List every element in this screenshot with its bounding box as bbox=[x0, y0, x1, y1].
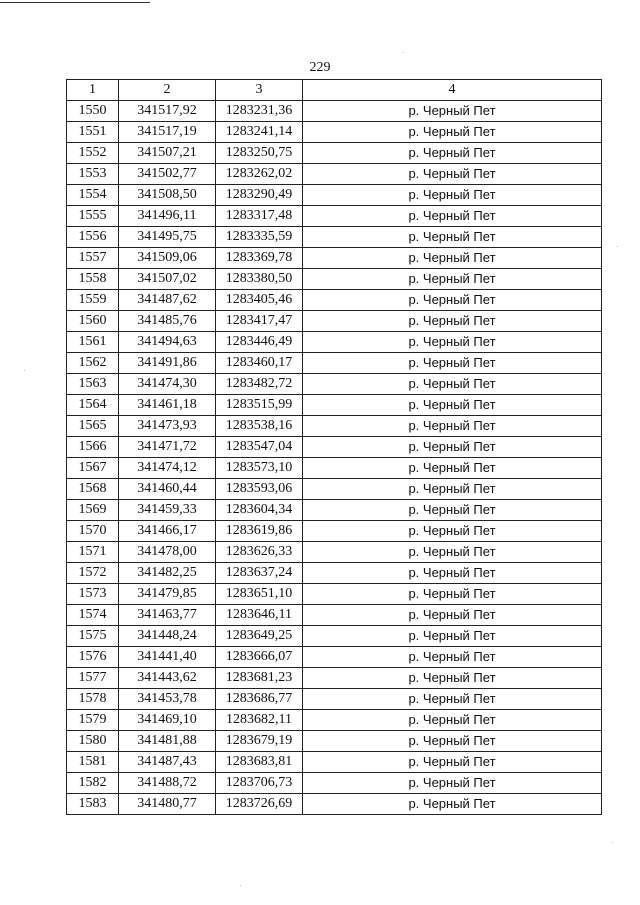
x-coordinate-cell: 341496,11 bbox=[119, 206, 216, 227]
point-number-cell: 1562 bbox=[67, 353, 119, 374]
y-coordinate-cell: 1283666,07 bbox=[216, 647, 303, 668]
table-row bbox=[67, 605, 602, 626]
table-row bbox=[67, 143, 602, 164]
x-coordinate-cell: 341494,63 bbox=[119, 332, 216, 353]
location-cell: р. Черный Пет bbox=[303, 521, 602, 542]
x-coordinate-cell: 341460,44 bbox=[119, 479, 216, 500]
top-left-rule bbox=[0, 2, 150, 3]
location-cell: р. Черный Пет bbox=[303, 731, 602, 752]
y-coordinate-cell: 1283646,11 bbox=[216, 605, 303, 626]
point-number-cell: 1564 bbox=[67, 395, 119, 416]
y-coordinate-cell: 1283369,78 bbox=[216, 248, 303, 269]
y-coordinate-cell: 1283250,75 bbox=[216, 143, 303, 164]
table-row bbox=[67, 164, 602, 185]
y-coordinate-cell: 1283619,86 bbox=[216, 521, 303, 542]
table-row bbox=[67, 101, 602, 122]
location-cell: р. Черный Пет bbox=[303, 416, 602, 437]
location-cell: р. Черный Пет bbox=[303, 752, 602, 773]
x-coordinate-cell: 341487,62 bbox=[119, 290, 216, 311]
y-coordinate-cell: 1283573,10 bbox=[216, 458, 303, 479]
point-number-cell: 1570 bbox=[67, 521, 119, 542]
x-coordinate-cell: 341485,76 bbox=[119, 311, 216, 332]
location-cell: р. Черный Пет bbox=[303, 290, 602, 311]
point-number-cell: 1559 bbox=[67, 290, 119, 311]
location-cell: р. Черный Пет bbox=[303, 374, 602, 395]
table-row bbox=[67, 626, 602, 647]
y-coordinate-cell: 1283681,23 bbox=[216, 668, 303, 689]
table-row bbox=[67, 668, 602, 689]
point-number-cell: 1576 bbox=[67, 647, 119, 668]
point-number-cell: 1550 bbox=[67, 101, 119, 122]
x-coordinate-cell: 341481,88 bbox=[119, 731, 216, 752]
location-cell: р. Черный Пет bbox=[303, 542, 602, 563]
y-coordinate-cell: 1283417,47 bbox=[216, 311, 303, 332]
point-number-cell: 1555 bbox=[67, 206, 119, 227]
page-number: 229 bbox=[309, 60, 331, 75]
x-coordinate-cell: 341443,62 bbox=[119, 668, 216, 689]
y-coordinate-cell: 1283651,10 bbox=[216, 584, 303, 605]
y-coordinate-cell: 1283682,11 bbox=[216, 710, 303, 731]
point-number-cell: 1581 bbox=[67, 752, 119, 773]
x-coordinate-cell: 341488,72 bbox=[119, 773, 216, 794]
location-cell: р. Черный Пет bbox=[303, 710, 602, 731]
table-row bbox=[67, 521, 602, 542]
x-coordinate-cell: 341479,85 bbox=[119, 584, 216, 605]
table-row bbox=[67, 479, 602, 500]
point-number-cell: 1563 bbox=[67, 374, 119, 395]
x-coordinate-cell: 341471,72 bbox=[119, 437, 216, 458]
coordinates-table bbox=[66, 79, 602, 815]
x-coordinate-cell: 341502,77 bbox=[119, 164, 216, 185]
location-cell: р. Черный Пет bbox=[303, 311, 602, 332]
table-row bbox=[67, 500, 602, 521]
location-cell: р. Черный Пет bbox=[303, 773, 602, 794]
point-number-cell: 1554 bbox=[67, 185, 119, 206]
x-coordinate-cell: 341474,30 bbox=[119, 374, 216, 395]
point-number-cell: 1558 bbox=[67, 269, 119, 290]
point-number-cell: 1568 bbox=[67, 479, 119, 500]
table-body bbox=[67, 101, 602, 815]
location-cell: р. Черный Пет bbox=[303, 689, 602, 710]
location-cell: р. Черный Пет bbox=[303, 605, 602, 626]
x-coordinate-cell: 341459,33 bbox=[119, 500, 216, 521]
location-cell: р. Черный Пет bbox=[303, 227, 602, 248]
location-cell: р. Черный Пет bbox=[303, 458, 602, 479]
table-row bbox=[67, 206, 602, 227]
y-coordinate-cell: 1283241,14 bbox=[216, 122, 303, 143]
y-coordinate-cell: 1283405,46 bbox=[216, 290, 303, 311]
location-cell: р. Черный Пет bbox=[303, 626, 602, 647]
table-row bbox=[67, 584, 602, 605]
location-cell: р. Черный Пет bbox=[303, 143, 602, 164]
point-number-cell: 1551 bbox=[67, 122, 119, 143]
x-coordinate-cell: 341441,40 bbox=[119, 647, 216, 668]
table-row bbox=[67, 395, 602, 416]
table-row bbox=[67, 416, 602, 437]
x-coordinate-cell: 341448,24 bbox=[119, 626, 216, 647]
point-number-cell: 1561 bbox=[67, 332, 119, 353]
y-coordinate-cell: 1283515,99 bbox=[216, 395, 303, 416]
column-header: 1 bbox=[67, 80, 119, 101]
table-row bbox=[67, 752, 602, 773]
table-row bbox=[67, 332, 602, 353]
y-coordinate-cell: 1283460,17 bbox=[216, 353, 303, 374]
scan-speck bbox=[612, 842, 613, 843]
y-coordinate-cell: 1283335,59 bbox=[216, 227, 303, 248]
x-coordinate-cell: 341495,75 bbox=[119, 227, 216, 248]
table-header-row bbox=[67, 80, 602, 101]
point-number-cell: 1560 bbox=[67, 311, 119, 332]
table-row bbox=[67, 185, 602, 206]
table-row bbox=[67, 689, 602, 710]
x-coordinate-cell: 341507,02 bbox=[119, 269, 216, 290]
x-coordinate-cell: 341507,21 bbox=[119, 143, 216, 164]
point-number-cell: 1579 bbox=[67, 710, 119, 731]
location-cell: р. Черный Пет bbox=[303, 668, 602, 689]
point-number-cell: 1580 bbox=[67, 731, 119, 752]
y-coordinate-cell: 1283231,36 bbox=[216, 101, 303, 122]
table-row bbox=[67, 458, 602, 479]
point-number-cell: 1556 bbox=[67, 227, 119, 248]
location-cell: р. Черный Пет bbox=[303, 122, 602, 143]
point-number-cell: 1575 bbox=[67, 626, 119, 647]
point-number-cell: 1578 bbox=[67, 689, 119, 710]
location-cell: р. Черный Пет bbox=[303, 395, 602, 416]
table-row bbox=[67, 710, 602, 731]
point-number-cell: 1577 bbox=[67, 668, 119, 689]
y-coordinate-cell: 1283604,34 bbox=[216, 500, 303, 521]
x-coordinate-cell: 341491,86 bbox=[119, 353, 216, 374]
location-cell: р. Черный Пет bbox=[303, 164, 602, 185]
y-coordinate-cell: 1283679,19 bbox=[216, 731, 303, 752]
column-header: 3 bbox=[216, 80, 303, 101]
table-row bbox=[67, 290, 602, 311]
table-row bbox=[67, 647, 602, 668]
table-row bbox=[67, 773, 602, 794]
y-coordinate-cell: 1283726,69 bbox=[216, 794, 303, 815]
y-coordinate-cell: 1283637,24 bbox=[216, 563, 303, 584]
column-header: 2 bbox=[119, 80, 216, 101]
point-number-cell: 1582 bbox=[67, 773, 119, 794]
x-coordinate-cell: 341461,18 bbox=[119, 395, 216, 416]
x-coordinate-cell: 341480,77 bbox=[119, 794, 216, 815]
table-row bbox=[67, 794, 602, 815]
point-number-cell: 1571 bbox=[67, 542, 119, 563]
location-cell: р. Черный Пет bbox=[303, 647, 602, 668]
table-row bbox=[67, 437, 602, 458]
table-row bbox=[67, 248, 602, 269]
point-number-cell: 1573 bbox=[67, 584, 119, 605]
location-cell: р. Черный Пет bbox=[303, 794, 602, 815]
y-coordinate-cell: 1283706,73 bbox=[216, 773, 303, 794]
point-number-cell: 1572 bbox=[67, 563, 119, 584]
table-row bbox=[67, 374, 602, 395]
y-coordinate-cell: 1283290,49 bbox=[216, 185, 303, 206]
y-coordinate-cell: 1283686,77 bbox=[216, 689, 303, 710]
point-number-cell: 1569 bbox=[67, 500, 119, 521]
location-cell: р. Черный Пет bbox=[303, 101, 602, 122]
y-coordinate-cell: 1283538,16 bbox=[216, 416, 303, 437]
x-coordinate-cell: 341469,10 bbox=[119, 710, 216, 731]
point-number-cell: 1583 bbox=[67, 794, 119, 815]
point-number-cell: 1574 bbox=[67, 605, 119, 626]
y-coordinate-cell: 1283446,49 bbox=[216, 332, 303, 353]
point-number-cell: 1557 bbox=[67, 248, 119, 269]
x-coordinate-cell: 341487,43 bbox=[119, 752, 216, 773]
location-cell: р. Черный Пет bbox=[303, 248, 602, 269]
y-coordinate-cell: 1283482,72 bbox=[216, 374, 303, 395]
x-coordinate-cell: 341463,77 bbox=[119, 605, 216, 626]
location-cell: р. Черный Пет bbox=[303, 437, 602, 458]
x-coordinate-cell: 341482,25 bbox=[119, 563, 216, 584]
y-coordinate-cell: 1283262,02 bbox=[216, 164, 303, 185]
location-cell: р. Черный Пет bbox=[303, 185, 602, 206]
y-coordinate-cell: 1283649,25 bbox=[216, 626, 303, 647]
point-number-cell: 1552 bbox=[67, 143, 119, 164]
y-coordinate-cell: 1283593,06 bbox=[216, 479, 303, 500]
y-coordinate-cell: 1283626,33 bbox=[216, 542, 303, 563]
scan-speck bbox=[402, 52, 403, 53]
y-coordinate-cell: 1283380,50 bbox=[216, 269, 303, 290]
x-coordinate-cell: 341466,17 bbox=[119, 521, 216, 542]
location-cell: р. Черный Пет bbox=[303, 479, 602, 500]
column-header: 4 bbox=[303, 80, 602, 101]
table-row bbox=[67, 311, 602, 332]
point-number-cell: 1553 bbox=[67, 164, 119, 185]
scan-speck bbox=[240, 885, 241, 886]
table-row bbox=[67, 353, 602, 374]
point-number-cell: 1565 bbox=[67, 416, 119, 437]
point-number-cell: 1567 bbox=[67, 458, 119, 479]
x-coordinate-cell: 341453,78 bbox=[119, 689, 216, 710]
scan-speck bbox=[617, 246, 618, 247]
x-coordinate-cell: 341508,50 bbox=[119, 185, 216, 206]
table-row bbox=[67, 269, 602, 290]
x-coordinate-cell: 341517,92 bbox=[119, 101, 216, 122]
y-coordinate-cell: 1283547,04 bbox=[216, 437, 303, 458]
table-row bbox=[67, 122, 602, 143]
x-coordinate-cell: 341509,06 bbox=[119, 248, 216, 269]
x-coordinate-cell: 341473,93 bbox=[119, 416, 216, 437]
location-cell: р. Черный Пет bbox=[303, 353, 602, 374]
y-coordinate-cell: 1283683,81 bbox=[216, 752, 303, 773]
table-row bbox=[67, 542, 602, 563]
location-cell: р. Черный Пет bbox=[303, 332, 602, 353]
location-cell: р. Черный Пет bbox=[303, 269, 602, 290]
location-cell: р. Черный Пет bbox=[303, 584, 602, 605]
x-coordinate-cell: 341478,00 bbox=[119, 542, 216, 563]
x-coordinate-cell: 341474,12 bbox=[119, 458, 216, 479]
x-coordinate-cell: 341517,19 bbox=[119, 122, 216, 143]
location-cell: р. Черный Пет bbox=[303, 500, 602, 521]
table-row bbox=[67, 731, 602, 752]
location-cell: р. Черный Пет bbox=[303, 563, 602, 584]
table-row bbox=[67, 563, 602, 584]
location-cell: р. Черный Пет bbox=[303, 206, 602, 227]
table-row bbox=[67, 227, 602, 248]
point-number-cell: 1566 bbox=[67, 437, 119, 458]
scan-speck bbox=[24, 370, 25, 371]
y-coordinate-cell: 1283317,48 bbox=[216, 206, 303, 227]
